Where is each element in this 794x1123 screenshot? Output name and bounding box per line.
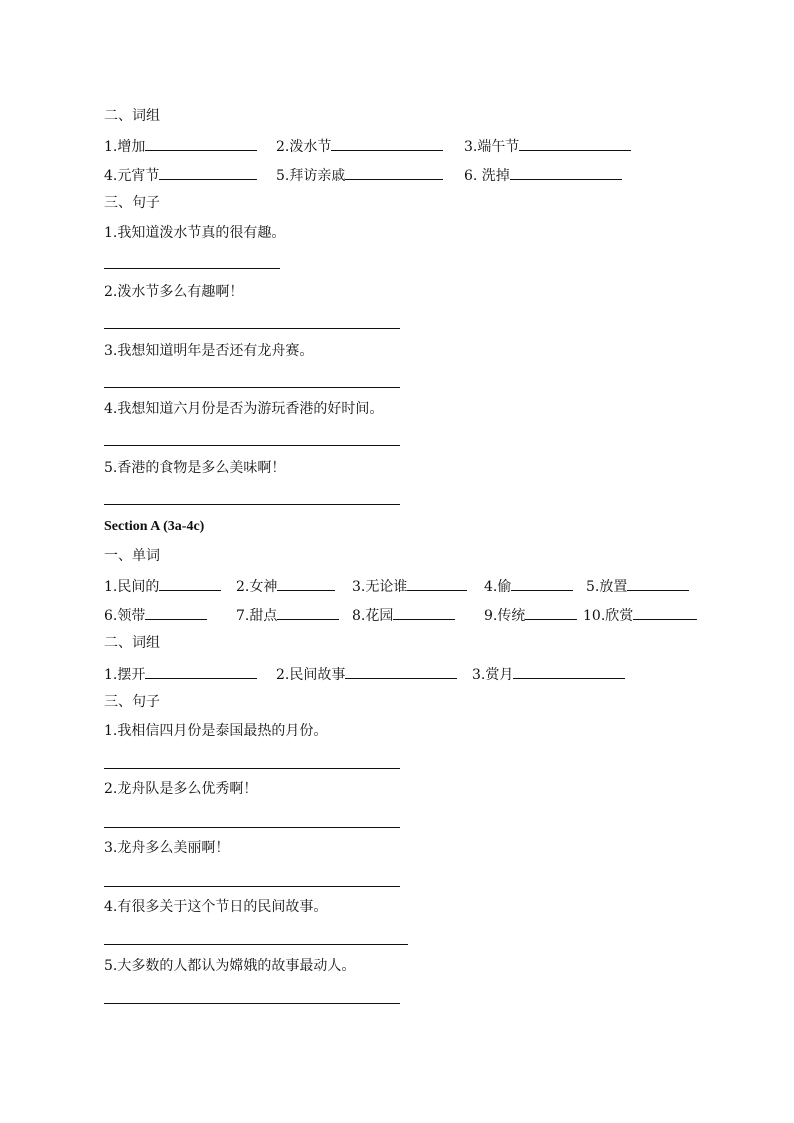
sentence-prompt: 5.香港的食物是多么美味啊！ <box>104 460 286 476</box>
word-label: 1.民间的 <box>104 579 160 595</box>
answer-blank[interactable] <box>511 576 573 591</box>
phrase-label: 4.元宵节 <box>104 168 160 184</box>
phrase-item <box>104 664 257 682</box>
phrase-label: 2.民间故事 <box>276 667 346 683</box>
word-item <box>104 576 221 594</box>
phrase-label: 3.赏月 <box>472 667 514 683</box>
answer-line[interactable] <box>104 827 400 828</box>
answer-blank[interactable] <box>627 576 689 591</box>
word-label: 7.甜点 <box>236 608 278 624</box>
answer-blank[interactable] <box>277 576 335 591</box>
sentence-prompt: 5.大多数的人都认为嫦娥的故事最动人。 <box>104 958 356 974</box>
word-item <box>352 576 467 594</box>
answer-blank[interactable] <box>145 664 257 679</box>
sentence-prompt: 2.泼水节多么有趣啊！ <box>104 284 244 300</box>
phrases-heading: 二、词组 <box>104 635 160 651</box>
word-item <box>484 605 577 623</box>
answer-blank[interactable] <box>345 664 457 679</box>
sentence-prompt: 1.我相信四月份是泰国最热的月份。 <box>104 723 328 739</box>
word-item <box>104 605 207 623</box>
answer-blank[interactable] <box>145 605 207 620</box>
sentences-heading: 三、句子 <box>104 694 160 710</box>
phrase-item <box>276 165 443 183</box>
word-label: 3.无论谁 <box>352 579 408 595</box>
answer-line[interactable] <box>104 387 400 388</box>
answer-blank[interactable] <box>519 136 631 151</box>
phrase-label: 2.泼水节 <box>276 139 332 155</box>
phrase-item <box>276 664 457 682</box>
word-label: 10.欣赏 <box>583 608 634 624</box>
answer-blank[interactable] <box>159 165 257 180</box>
answer-blank[interactable] <box>513 664 625 679</box>
sentence-prompt: 1.我知道泼水节真的很有趣。 <box>104 225 286 241</box>
sentence-prompt: 3.龙舟多么美丽啊！ <box>104 840 230 856</box>
word-item <box>236 605 339 623</box>
answer-line[interactable] <box>104 328 400 329</box>
answer-line[interactable] <box>104 445 400 446</box>
phrase-item <box>104 136 257 154</box>
word-label: 5.放置 <box>586 579 628 595</box>
sentence-prompt: 2.龙舟队是多么优秀啊！ <box>104 781 258 797</box>
word-label: 8.花园 <box>352 608 394 624</box>
answer-line[interactable] <box>104 268 280 269</box>
sentence-prompt: 4.有很多关于这个节日的民间故事。 <box>104 899 328 915</box>
sentence-prompt: 4.我想知道六月份是否为游玩香港的好时间。 <box>104 401 384 417</box>
answer-blank[interactable] <box>510 165 622 180</box>
phrase-item <box>276 136 443 154</box>
phrase-label: 1.增加 <box>104 139 146 155</box>
answer-line[interactable] <box>104 768 400 769</box>
answer-blank[interactable] <box>345 165 443 180</box>
answer-line[interactable] <box>104 504 400 505</box>
answer-blank[interactable] <box>159 576 221 591</box>
word-item <box>583 605 697 623</box>
answer-line[interactable] <box>104 886 400 887</box>
answer-blank[interactable] <box>525 605 577 620</box>
answer-blank[interactable] <box>145 136 257 151</box>
phrase-item <box>464 136 631 154</box>
word-item <box>236 576 335 594</box>
answer-blank[interactable] <box>633 605 697 620</box>
answer-blank[interactable] <box>393 605 455 620</box>
word-item <box>352 605 455 623</box>
phrase-item <box>472 664 625 682</box>
word-label: 9.传统 <box>484 608 526 624</box>
phrase-label: 5.拜访亲戚 <box>276 168 346 184</box>
phrase-label: 1.摆开 <box>104 667 146 683</box>
word-label: 4.偷 <box>484 579 512 595</box>
word-item <box>484 576 573 594</box>
word-label: 2.女神 <box>236 579 278 595</box>
sentence-prompt: 3.我想知道明年是否还有龙舟赛。 <box>104 343 314 359</box>
phrase-label: 6. 洗掉 <box>464 168 510 184</box>
answer-blank[interactable] <box>277 605 339 620</box>
phrase-item <box>464 165 622 183</box>
answer-line[interactable] <box>104 944 408 945</box>
phrase-item <box>104 165 257 183</box>
answer-blank[interactable] <box>331 136 443 151</box>
answer-blank[interactable] <box>407 576 467 591</box>
answer-line[interactable] <box>104 1003 400 1004</box>
word-label: 6.领带 <box>104 608 146 624</box>
word-item <box>586 576 689 594</box>
words-heading: 一、单词 <box>104 548 160 564</box>
phrase-label: 3.端午节 <box>464 139 520 155</box>
section-title: Section A (3a-4c) <box>104 519 205 534</box>
phrases-heading: 二、词组 <box>104 108 160 124</box>
sentences-heading: 三、句子 <box>104 195 160 211</box>
